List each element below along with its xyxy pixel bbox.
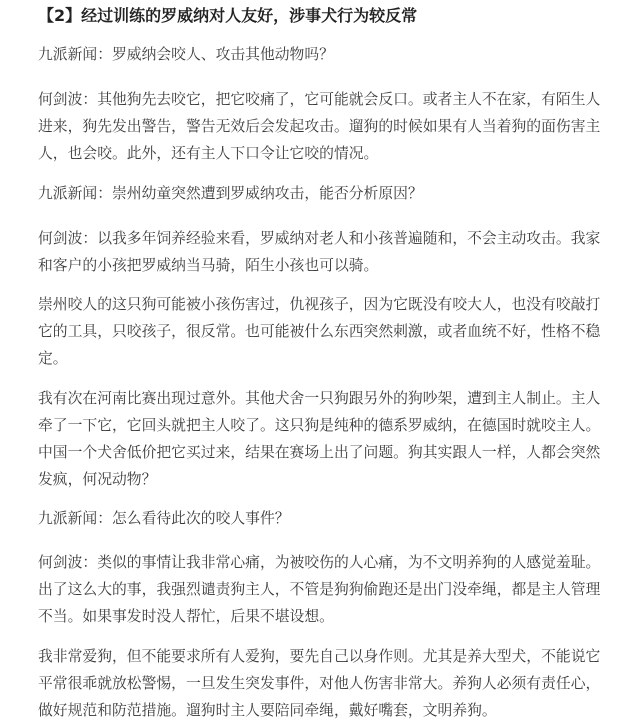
question-paragraph (38, 505, 598, 532)
text-line: 人，也会咬。此外，还有主人下口令让它咬的情况。 (38, 145, 379, 162)
text-line: 九派新闻：怎么看待此次的咬人事件？ (38, 510, 290, 527)
text-line: 何剑波：其他狗先去咬它，把它咬痛了，它可能就会反口。或者主人不在家，有陌生人 (38, 91, 601, 108)
text-line: 九派新闻：崇州幼童突然遭到罗威纳攻击，能否分析原因？ (38, 185, 423, 202)
text-line: 做好规范和防范措施。遛狗时主人要陪同牵绳，戴好嘴套，文明养狗。 (38, 702, 497, 719)
text-line: 我有次在河南比赛出现过意外。其他犬舍一只狗跟另外的狗吵架，遭到主人制止。主人 (38, 390, 601, 407)
text-line: 发疯，何况动物？ (38, 471, 157, 488)
text-line: 九派新闻：罗威纳会咬人、攻击其他动物吗？ (38, 46, 334, 63)
text-line: 我非常爱狗，但不能要求所有人爱狗，要先自己以身作则。尤其是养大型犬，不能说它 (38, 648, 601, 665)
question-paragraph (38, 180, 598, 207)
text-line: 牵了一下它，它回头就把主人咬了。这只狗是纯种的德系罗威纳，在德国时就咬主人。 (38, 417, 601, 434)
text-line: 中国一个犬舍低价把它买过来，结果在赛场上出了问题。狗其实跟人一样，人都会突然 (38, 444, 601, 461)
text-line: 平常很乖就放松警惕，一旦发生突发事件，对他人伤害非常大。养狗人必须有责任心， (38, 675, 601, 692)
text-line: 和客户的小孩把罗威纳当马骑，陌生小孩也可以骑。 (38, 257, 379, 274)
text-line: 进来，狗先发出警告，警告无效后会发起攻击。遛狗的时候如果有人当着狗的面伤害主 (38, 118, 601, 135)
text-line: 它的工具，只咬孩子，很反常。也可能被什么东西突然刺激，或者血统不好，性格不稳 (38, 323, 601, 340)
text-line: 不当。如果事发时没人帮忙，后果不堪设想。 (38, 608, 334, 625)
text-line: 出了这么大的事，我强烈谴责狗主人，不管是狗狗偷跑还是出门没牵绳，都是主人管理 (38, 581, 601, 598)
answer-paragraph (38, 291, 601, 372)
text-line: 何剑波：以我多年饲养经验来看，罗威纳对老人和小孩普遍随和，不会主动攻击。我家 (38, 230, 601, 247)
answer-paragraph (38, 225, 601, 279)
answer-paragraph (38, 549, 601, 630)
text-line: 定。 (38, 350, 68, 367)
section-heading: 【2】经过训练的罗威纳对人友好，涉事犬行为较反常 (38, 6, 418, 25)
answer-paragraph (38, 385, 601, 493)
answer-paragraph (38, 86, 601, 167)
question-paragraph (38, 41, 598, 68)
answer-paragraph (38, 643, 601, 724)
text-line: 何剑波：类似的事情让我非常心痛，为被咬伤的人心痛，为不文明养狗的人感觉羞耻。 (38, 554, 601, 571)
text-line: 崇州咬人的这只狗可能被小孩伤害过，仇视孩子，因为它既没有咬大人，也没有咬敲打 (38, 296, 601, 313)
